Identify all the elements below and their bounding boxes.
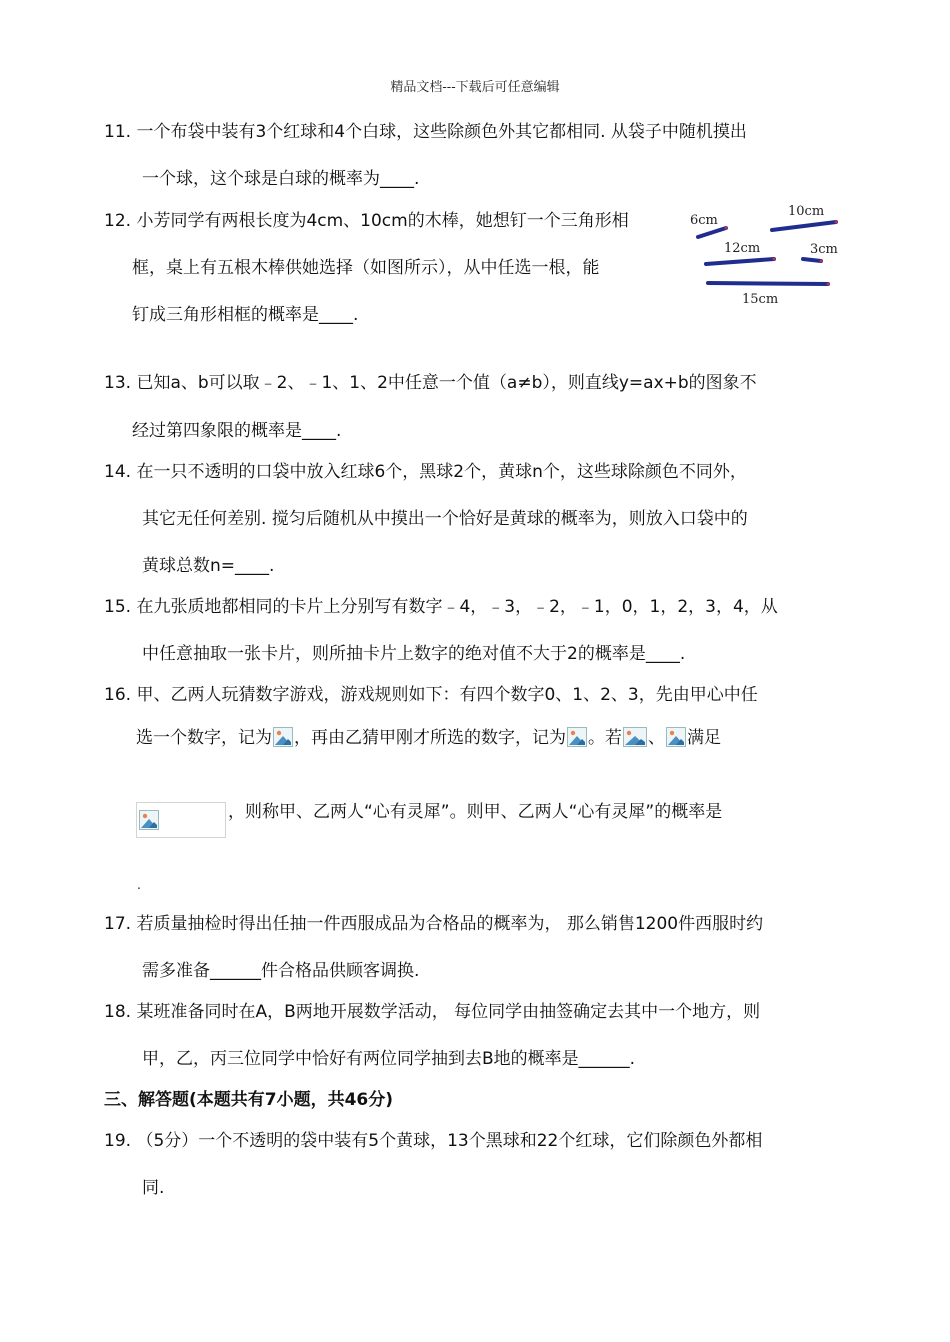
q14-line3: 黄球总数n=____.	[142, 556, 275, 576]
q19-line1: 19. （5分）一个不透明的袋中装有5个黄球，13个黑球和22个红球，它们除颜色外都相	[104, 1131, 763, 1151]
q11-line1: 11. 一个布袋中装有3个红球和4个白球，这些除颜色外其它都相同. 从袋子中随机摸出	[104, 122, 747, 142]
q16-line4: .	[137, 878, 141, 892]
q15-line1: 15. 在九张质地都相同的卡片上分别写有数字﹣4，﹣3，﹣2，﹣1，0，1，2，3，4，从	[104, 597, 778, 617]
q16-text-e: 满足	[687, 728, 721, 748]
q14-line2: 其它无任何差别. 搅匀后随机从中摸出一个恰好是黄球的概率为，则放入口袋中的	[142, 509, 748, 529]
label-15cm: 15cm	[742, 292, 779, 306]
q16-text-c: 。若	[588, 728, 622, 748]
sticks-figure	[688, 200, 848, 306]
page-header: 精品文档---下载后可任意编辑	[390, 80, 560, 95]
q14-line1: 14. 在一只不透明的口袋中放入红球6个，黑球2个，黄球n个，这些球除颜色不同外，	[104, 462, 747, 482]
q13-line1: 13. 已知a、b可以取﹣2、﹣1、1、2中任意一个值（a≠b），则直线y=ax+b的图象不	[104, 373, 757, 393]
q11-line2: 一个球，这个球是白球的概率为____.	[142, 169, 420, 189]
q12-line1: 12. 小芳同学有两根长度为4cm、10cm的木棒，她想钉一个三角形相	[104, 211, 629, 231]
formula-image-box	[136, 802, 226, 838]
broken-image-icon	[139, 810, 159, 830]
broken-image-icon	[273, 727, 293, 747]
stick-6cm	[698, 228, 726, 237]
q15-line2: 中任意抽取一张卡片，则所抽卡片上数字的绝对值不大于2的概率是____.	[142, 644, 686, 664]
label-3cm: 3cm	[810, 242, 838, 257]
broken-image-icon	[666, 727, 686, 747]
q17-line1: 17. 若质量抽检时得出任抽一件西服成品为合格品的概率为， 那么销售1200件西服时约	[104, 914, 764, 934]
broken-image-icon	[623, 727, 647, 747]
q16-text-d: 、	[648, 728, 665, 748]
q12-line3: 钉成三角形相框的概率是____.	[132, 305, 359, 325]
q16-text-a: 选一个数字，记为	[136, 728, 272, 748]
q18-line1: 18. 某班准备同时在A，B两地开展数学活动， 每位同学由抽签确定去其中一个地方，则	[104, 1002, 761, 1022]
q17-line2: 需多准备______件合格品供顾客调换.	[142, 961, 420, 981]
stick-10cm	[772, 222, 836, 230]
q12-line2: 框，桌上有五根木棒供她选择（如图所示），从中任选一根，能	[132, 258, 600, 278]
q13-line2: 经过第四象限的概率是____.	[132, 421, 342, 441]
q18-line2: 甲，乙，丙三位同学中恰好有两位同学抽到去B地的概率是______.	[142, 1049, 636, 1069]
broken-image-icon	[567, 727, 587, 747]
q19-line2: 同.	[142, 1178, 165, 1198]
stick-15cm	[708, 283, 828, 284]
q16-line1: 16. 甲、乙两人玩猜数字游戏，游戏规则如下：有四个数字0、1、2、3，先由甲心中任	[104, 685, 758, 705]
label-12cm: 12cm	[724, 241, 761, 256]
q16-line2	[136, 727, 721, 749]
section-title: 三、解答题(本题共有7小题，共46分)	[104, 1090, 394, 1110]
stick-12cm	[706, 259, 774, 264]
stick-3cm	[803, 259, 821, 261]
label-6cm: 6cm	[690, 213, 718, 228]
q16-line3: ，则称甲、乙两人“心有灵犀”。则甲、乙两人“心有灵犀”的概率是	[228, 802, 723, 822]
q16-text-b: ，再由乙猜甲刚才所选的数字，记为	[294, 728, 566, 748]
label-10cm: 10cm	[788, 204, 825, 219]
